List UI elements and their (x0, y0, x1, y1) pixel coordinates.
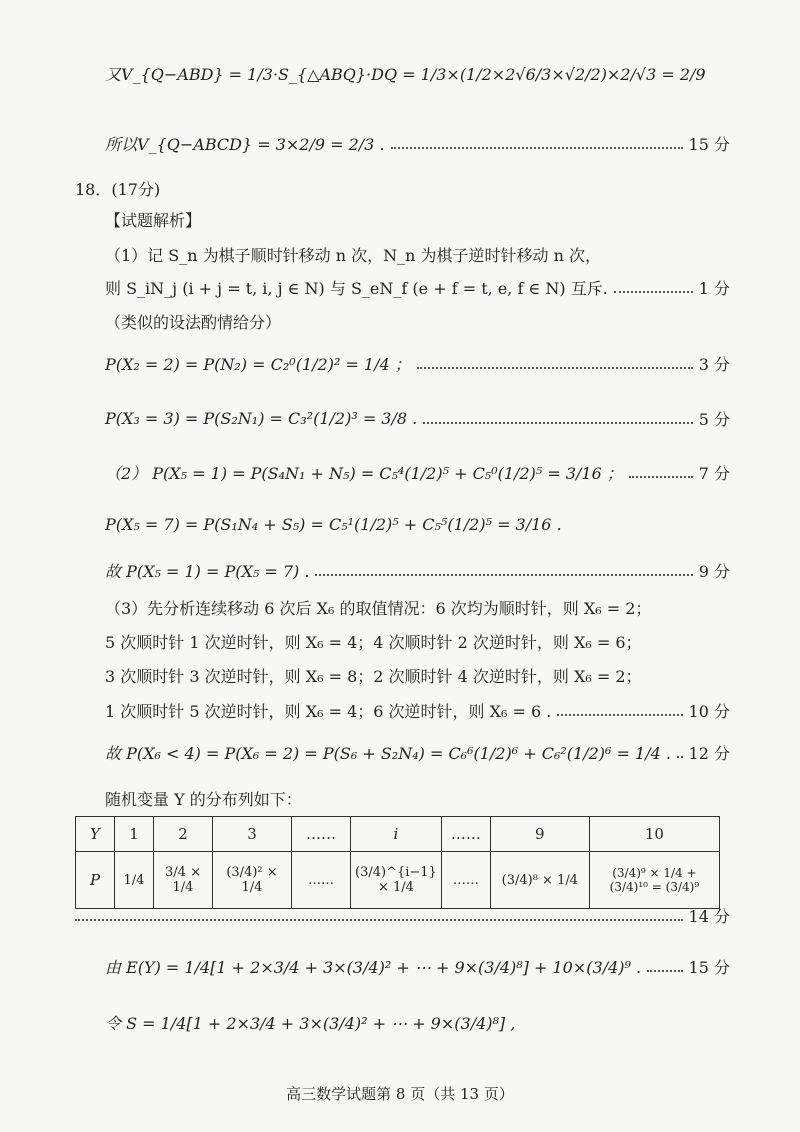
score-label: 15 分 (688, 135, 730, 154)
score-label: 7 分 (698, 464, 730, 483)
question-number: 18．(17分) (75, 180, 161, 199)
dot-leader (423, 422, 692, 424)
table-cell-p: 1/4 (115, 852, 154, 909)
prob-x6-formula: 故 P(X₆ < 4) = P(X₆ = 2) = P(S₆ + S₂N₄) = C₆⁶(1/2)⁶ + C₆²(1/2)⁶ = 1/4 . (105, 744, 671, 763)
table-cell-p: (3/4)^{i−1} × 1/4 (351, 852, 442, 909)
dot-leader (417, 367, 693, 369)
score-label: 15 分 (688, 958, 730, 977)
dot-leader (677, 756, 683, 758)
analysis-heading (105, 208, 730, 231)
table-cell-y: …… (441, 817, 490, 852)
page-footer: 高三数学试题第 8 页（共 13 页） (286, 1085, 514, 1103)
dot-leader (391, 147, 683, 149)
part3-text-3: 3 次顺时针 3 次逆时针，则 X₆ = 8；2 次顺时针 4 次逆时针，则 X₆ = 2； (105, 667, 642, 686)
part3-text-4: 1 次顺时针 5 次逆时针，则 X₆ = 4；6 次逆时针，则 X₆ = 6 . (105, 702, 552, 721)
dot-leader (629, 476, 693, 478)
exclusive-text: 则 S_iN_j (i + j = t, i, j ∈ N) 与 S_eN_f (e + f = t, e, f ∈ N) 互斥. (105, 279, 608, 298)
conclusion-x5-text: 故 P(X₅ = 1) = P(X₅ = 7) . (105, 562, 310, 581)
distribution-table (75, 816, 720, 909)
table-cell-y: 2 (154, 817, 213, 852)
volume-line-2 (105, 132, 730, 155)
prob-x5-7-line (105, 515, 730, 534)
prob-x2-formula: P(X₂ = 2) = P(N₂) = C₂⁰(1/2)² = 1/4 ； (105, 355, 411, 374)
part3-text-2: 5 次顺时针 1 次逆时针，则 X₆ = 4；4 次顺时针 2 次逆时针，则 X₆ = 6； (105, 633, 642, 652)
table-cell-p: …… (441, 852, 490, 909)
distribution-intro-text: 随机变量 Y 的分布列如下： (105, 790, 302, 809)
exclusive-line (105, 276, 730, 299)
dot-leader (647, 970, 682, 972)
part1-text: （1）记 S_n 为棋子顺时针移动 n 次，N_n 为棋子逆时针移动 n 次， (105, 246, 601, 265)
score-label: 10 分 (688, 702, 730, 721)
expectation-formula: 由 E(Y) = 1/4[1 + 2×3/4 + 3×(3/4)² + ⋯ + 9×(3/4)⁸] + 10×(3/4)⁹ . (105, 958, 642, 977)
prob-x3-line (105, 407, 730, 430)
distribution-intro (105, 787, 730, 810)
part3-line-1 (105, 596, 730, 619)
table-cell-p: (3/4)² × 1/4 (213, 852, 292, 909)
conclusion-x5-line (105, 559, 730, 582)
table-score-line (75, 904, 730, 927)
dot-leader (557, 714, 682, 716)
table-cell-y: i (351, 817, 442, 852)
prob-x6-line (105, 741, 730, 764)
table-cell-y: 3 (213, 817, 292, 852)
part3-line-3 (105, 664, 730, 687)
table-cell-p: …… (292, 852, 351, 909)
table-cell-p: (3/4)⁸ × 1/4 (490, 852, 589, 909)
prob-x5-1-line (105, 461, 730, 484)
table-cell-y: 1 (115, 817, 154, 852)
score-label: 1 分 (698, 279, 730, 298)
score-label: 5 分 (698, 410, 730, 429)
analysis-label: 【试题解析】 (105, 211, 202, 230)
prob-x5-7-formula: P(X₅ = 7) = P(S₁N₄ + S₅) = C₅¹(1/2)⁵ + C₅⁵(1/2)⁵ = 3/16 . (105, 515, 562, 534)
volume-formula-1: 又V_{Q−ABD} = 1/3·S_{△ABQ}·DQ = 1/3×(1/2×2√6/3×√2/2)×2/√3 = 2/9 (105, 65, 706, 84)
part1-intro (105, 243, 730, 266)
table-cell-y: 10 (589, 817, 719, 852)
expectation-line (105, 955, 730, 978)
dot-leader (75, 919, 683, 921)
note-text: （类似的设法酌情给分） (105, 313, 282, 332)
score-label: 3 分 (698, 355, 730, 374)
sum-definition-formula: 令 S = 1/4[1 + 2×3/4 + 3×(3/4)² + ⋯ + 9×(3/4)⁸] , (105, 1014, 516, 1033)
prob-x3-formula: P(X₃ = 3) = P(S₂N₁) = C₃²(1/2)³ = 3/8 . (105, 409, 418, 428)
table-row-y (76, 817, 720, 852)
table-cell-p: (3/4)⁹ × 1/4 + (3/4)¹⁰ = (3/4)⁹ (589, 852, 719, 909)
prob-x2-line (105, 352, 730, 375)
note-line (105, 310, 730, 333)
part3-line-4 (105, 699, 730, 722)
dot-leader (315, 574, 692, 576)
score-label: 9 分 (698, 562, 730, 581)
sum-definition-line (105, 1011, 730, 1034)
question-heading (75, 177, 730, 200)
score-label: 14 分 (688, 907, 730, 926)
table-cell-y: …… (292, 817, 351, 852)
volume-line-1 (105, 62, 730, 85)
table-header-p: P (76, 852, 115, 909)
part3-text-1: （3）先分析连续移动 6 次后 X₆ 的取值情况：6 次均为顺时针，则 X₆ = 2； (105, 599, 652, 618)
prob-x5-1-formula: （2） P(X₅ = 1) = P(S₄N₁ + N₅) = C₅⁴(1/2)⁵ + C₅⁰(1/2)⁵ = 3/16 ； (105, 464, 623, 483)
table-cell-y: 9 (490, 817, 589, 852)
table-row-p (76, 852, 720, 909)
volume-formula-2: 所以V_{Q−ABCD} = 3×2/9 = 2/3 . (105, 135, 385, 154)
table-header-y: Y (76, 817, 115, 852)
dot-leader (614, 291, 693, 293)
score-label: 12 分 (688, 744, 730, 763)
table-cell-p: 3/4 × 1/4 (154, 852, 213, 909)
part3-line-2 (105, 630, 730, 653)
